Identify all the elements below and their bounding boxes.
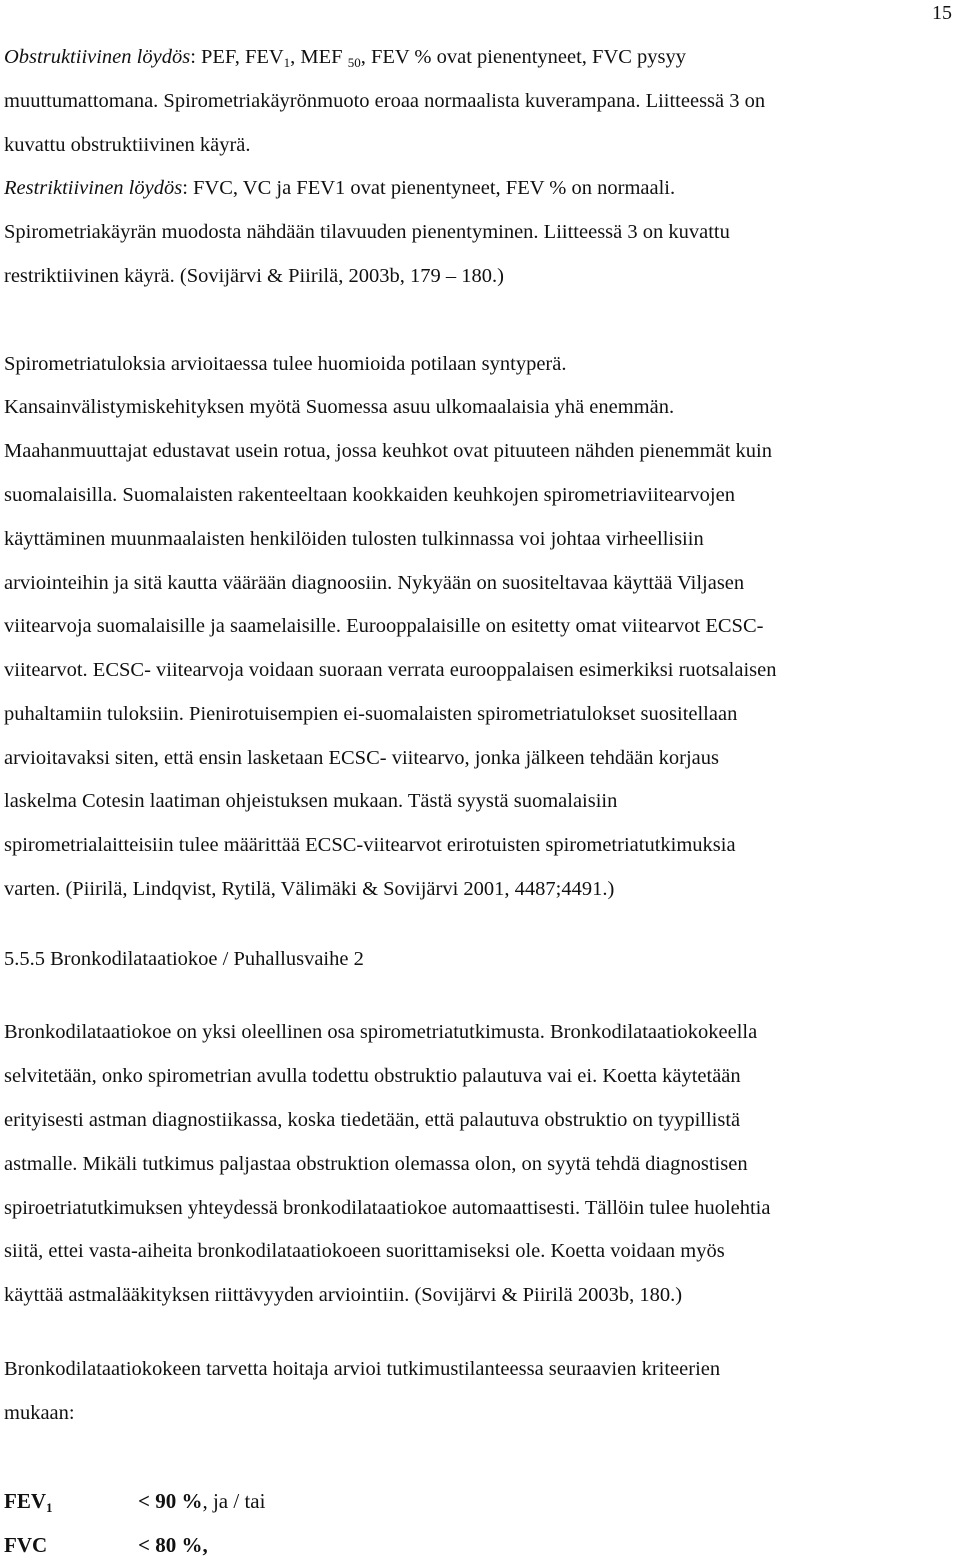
criterion-fev1-value: < 90 %, ja / tai bbox=[138, 1489, 266, 1513]
bronch-line: käyttää astmalääkityksen riittävyyden arviointiin. (Sovijärvi & Piirilä 2003b, 180.) bbox=[4, 1284, 683, 1306]
bronch-line: siitä, ettei vasta-aiheita bronkodilataatiokoeen suorittamiseksi ole. Koetta voidaan myös bbox=[4, 1240, 725, 1262]
bronch-line: spiroetriatutkimuksen yhteydessä bronkodilataatiokoe automaattisesti. Tällöin tulee huolehtia bbox=[4, 1197, 771, 1219]
ethnic-line: viitearvoja suomalaisille ja saamelaisille. Eurooppalaisille on esitetty omat viitearvot ECSC- bbox=[4, 615, 764, 637]
ethnic-line: arviointeihin ja sitä kautta väärään diagnoosiin. Nykyään on suositeltavaa käyttää Viljasen bbox=[4, 572, 745, 594]
ethnic-line: laskelma Cotesin laatiman ohjeistuksen mukaan. Tästä syystä suomalaisiin bbox=[4, 790, 618, 812]
obstr-line-3: kuvattu obstruktiivinen käyrä. bbox=[4, 134, 251, 156]
criterion-fev1-label: $FEV_1$ bbox=[4, 1489, 53, 1515]
page-number: 15 bbox=[932, 2, 952, 24]
section-heading: 5.5.5 Bronkodilataatiokoe / Puhallusvaihe 2 bbox=[4, 948, 364, 970]
ethnic-line: varten. (Piirilä, Lindqvist, Rytilä, Välimäki & Sovijärvi 2001, 4487;4491.) bbox=[4, 878, 615, 900]
bronch-line: selvitetään, onko spirometrian avulla todettu obstruktio palautuva vai ei. Koetta käytetään bbox=[4, 1065, 741, 1087]
obstr-text-a: : PEF, FEV bbox=[190, 46, 284, 68]
ethnic-line: Spirometriatuloksia arvioitaessa tulee huomioida potilaan syntyperä. bbox=[4, 353, 567, 375]
obstr-text-b: , MEF bbox=[290, 46, 348, 68]
bronch-line: astmalle. Mikäli tutkimus paljastaa obstruktion olemassa olon, on syytä tehdä diagnostisen bbox=[4, 1153, 748, 1175]
restr-term: Restriktiivinen löydös bbox=[4, 177, 183, 199]
obstr-line-2: muuttumattomana. Spirometriakäyrönmuoto eroaa normaalista kuverampana. Liitteessä 3 on bbox=[4, 90, 766, 112]
ethnic-line: Kansainvälistymiskehityksen myötä Suomessa asuu ulkomaalaisia yhä enemmän. bbox=[4, 396, 675, 418]
ethnic-line: käyttäminen muunmaalaisten henkilöiden tulosten tulkinnassa voi johtaa virheellisiin bbox=[4, 528, 704, 550]
criteria-intro-line: mukaan: bbox=[4, 1402, 75, 1424]
obstr-sub-2: 50 bbox=[347, 55, 361, 70]
criteria-intro-line: Bronkodilataatiokokeen tarvetta hoitaja arvioi tutkimustilanteessa seuraavien kriteerien bbox=[4, 1358, 721, 1380]
bronch-line: erityisesti astman diagnostiikassa, koska tiedetään, että palautuva obstruktio on tyypillistä bbox=[4, 1109, 741, 1131]
restr-text: : FVC, VC ja FEV1 ovat pienentyneet, FEV % on normaali. bbox=[182, 177, 676, 199]
bronch-line: Bronkodilataatiokoe on yksi oleellinen osa spirometriatutkimusta. Bronkodilataatiokokeella bbox=[4, 1021, 758, 1043]
restr-line-2: Spirometriakäyrän muodosta nähdään tilavuuden pienentyminen. Liitteessä 3 on kuvattu bbox=[4, 221, 730, 243]
obstr-line-1 bbox=[4, 45, 686, 75]
ethnic-line: viitearvot. ECSC- viitearvoja voidaan suoraan verrata eurooppalaisen esimerkiksi ruotsalaisen bbox=[4, 659, 777, 681]
criterion-fvc-label: FVC bbox=[4, 1533, 48, 1557]
restr-line-1 bbox=[4, 176, 675, 200]
obstr-sub-1: 1 bbox=[283, 55, 291, 70]
ethnic-line: suomalaisilla. Suomalaisten rakenteeltaan kookkaiden keuhkojen spirometriaviitearvojen bbox=[4, 484, 735, 506]
obstr-term: Obstruktiivinen löydös bbox=[4, 46, 191, 68]
ethnic-line: arvioitavaksi siten, että ensin lasketaan ECSC- viitearvo, jonka jälkeen tehdään korjaus bbox=[4, 747, 720, 769]
ethnic-line: puhaltamiin tuloksiin. Pienirotuisempien ei-suomalaisten spirometriatulokset suositellaan bbox=[4, 703, 738, 725]
ethnic-line: spirometrialaitteisiin tulee määrittää ECSC-viitearvot erirotuisten spirometriatutkimuksia bbox=[4, 834, 736, 856]
restr-line-3: restriktiivinen käyrä. (Sovijärvi & Piirilä, 2003b, 179 – 180.) bbox=[4, 265, 504, 287]
criterion-fvc-value: < 80 %, bbox=[138, 1533, 208, 1557]
ethnic-line: Maahanmuuttajat edustavat usein rotua, jossa keuhkot ovat pituuteen nähden pienemmät kuin bbox=[4, 440, 772, 462]
obstr-text-c: , FEV % ovat pienentyneet, FVC pysyy bbox=[360, 46, 687, 68]
